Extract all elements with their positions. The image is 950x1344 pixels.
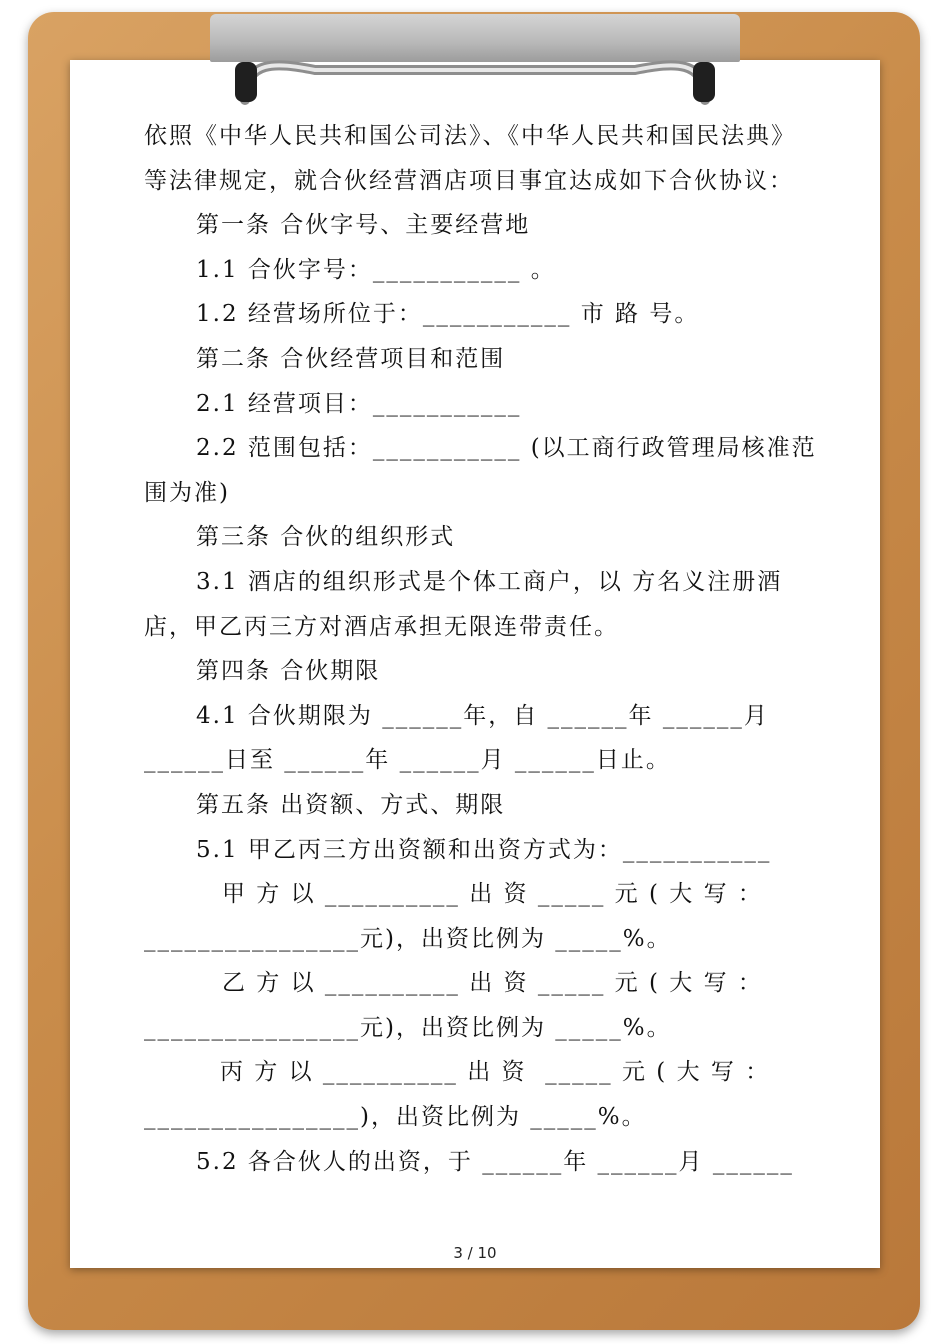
paragraph-line: 店，甲乙丙三方对酒店承担无限连带责任。 <box>144 613 619 640</box>
clause-line: 1.1 合伙字号：___________ 。 <box>196 256 556 283</box>
clause-line: 丙 方 以 __________ 出 资 _____ 元 ( 大 写 ： <box>220 1059 771 1086</box>
paragraph-line: ________________)，出资比例为 _____%。 <box>144 1104 647 1131</box>
article-heading: 第四条 合伙期限 <box>196 658 381 685</box>
clause-line: 3.1 酒店的组织形式是个体工商户，以 方名义注册酒 <box>196 568 783 595</box>
paragraph-line: 依照《中华人民共和国公司法》、《中华人民共和国民法典》 <box>144 123 796 149</box>
article-heading: 第二条 合伙经营项目和范围 <box>196 345 506 372</box>
clause-line: 乙 方 以 __________ 出 资 _____ 元 ( 大 写 ： <box>222 970 763 997</box>
document-body <box>144 114 817 1184</box>
clause-line: 5.2 各合伙人的出资，于 ______年 ______月 ______ <box>196 1148 794 1175</box>
page-number: 3 / 10 <box>453 1244 497 1262</box>
article-heading: 第五条 出资额、方式、期限 <box>196 791 506 818</box>
article-heading: 第三条 合伙的组织形式 <box>196 524 456 551</box>
clause-line: 5.1 甲乙丙三方出资额和出资方式为：___________ <box>196 836 772 863</box>
clause-line: 甲 方 以 __________ 出 资 _____ 元 ( 大 写 ： <box>222 881 763 908</box>
paragraph-line: 等法律规定，就合伙经营酒店项目事宜达成如下合伙协议： <box>144 167 794 194</box>
paragraph-line: 围为准) <box>144 479 230 506</box>
article-heading: 第一条 合伙字号、主要经营地 <box>196 212 531 239</box>
clip-wire-icon <box>235 40 715 108</box>
paragraph-line: ______日至 ______年 ______月 ______日止。 <box>144 747 671 774</box>
paragraph-line: ________________元)，出资比例为 _____%。 <box>144 925 672 952</box>
paragraph-line: ________________元)，出资比例为 _____%。 <box>144 1014 672 1041</box>
clause-line: 2.1 经营项目：___________ <box>196 390 522 417</box>
clause-line: 4.1 合伙期限为 ______年，自 ______年 ______月 <box>196 702 769 729</box>
clause-line: 1.2 经营场所位于：___________ 市 路 号。 <box>196 301 700 328</box>
clause-line: 2.2 范围包括：___________ (以工商行政管理局核准范 <box>196 435 817 462</box>
